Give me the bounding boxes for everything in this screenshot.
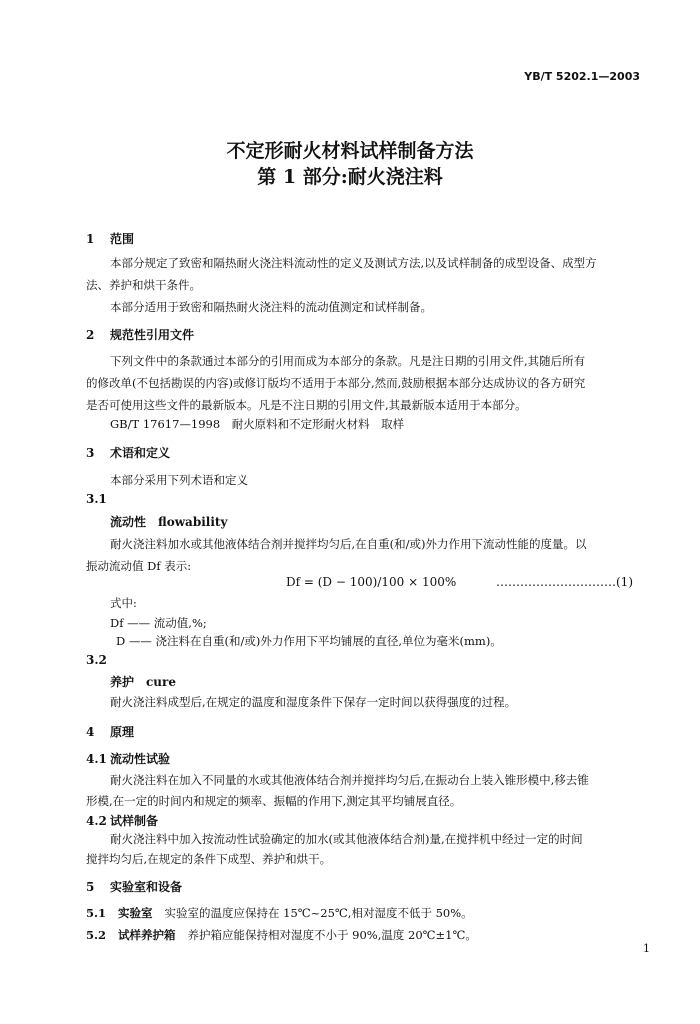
paragraph: 养护箱应能保持相对湿度不小于 90%,温度 20℃±1℃。 xyxy=(187,928,477,942)
section-2-heading xyxy=(86,326,194,343)
paragraph: 耐火浇注料成型后,在规定的温度和湿度条件下保存一定时间以获得强度的过程。 xyxy=(110,695,517,709)
paragraph: 本部分规定了致密和隔热耐火浇注料流动性的定义及测试方法,以及试样制备的成型设备、成型方 xyxy=(110,256,597,270)
section-title: 流动性试验 xyxy=(110,752,171,766)
standard-number: YB/T 5202.1—2003 xyxy=(524,70,640,83)
section-title: 范围 xyxy=(110,232,135,246)
section-title: 实验室和设备 xyxy=(110,880,183,894)
section-number: 3 xyxy=(86,446,95,460)
page-number: 1 xyxy=(643,942,650,955)
document-title: 不定形耐火材料试样制备方法 xyxy=(226,140,474,162)
term-title: 流动性 flowability xyxy=(110,515,228,529)
subsection-5-2 xyxy=(86,924,477,946)
section-number: 2 xyxy=(86,328,95,342)
subsection-4-2-heading xyxy=(86,812,158,829)
section-number: 4 xyxy=(86,725,95,739)
clause-number: 3.1 xyxy=(86,492,107,506)
section-4-heading xyxy=(86,723,134,740)
variable-definition: D —— 浇注料在自重(和/或)外力作用下平均铺展的直径,单位为毫米(mm)。 xyxy=(116,634,502,648)
paragraph: 搅拌均匀后,在规定的条件下成型、养护和烘干。 xyxy=(86,852,332,866)
section-1-heading xyxy=(86,230,134,247)
paragraph: 本部分适用于致密和隔热耐火浇注料的流动值测定和试样制备。 xyxy=(110,300,432,314)
section-title: 实验室 xyxy=(118,906,153,920)
term-title: 养护 cure xyxy=(110,675,176,689)
section-number: 4.2 xyxy=(86,814,107,828)
section-title: 试样制备 xyxy=(110,814,159,828)
paragraph: 耐火浇注料加水或其他液体结合剂并搅拌均匀后,在自重(和/或)外力作用下流动性能的度量。以 xyxy=(110,537,587,551)
subsection-5-1 xyxy=(86,902,473,924)
paragraph: 是否可使用这些文件的最新版本。凡是不注日期的引用文件,其最新版本适用于本部分。 xyxy=(86,398,527,412)
section-number: 5.2 xyxy=(86,928,107,942)
section-3-heading xyxy=(86,444,170,461)
paragraph: 的修改单(不包括勘误的内容)或修订版均不适用于本部分,然而,鼓励根据本部分达成协议的各方研究 xyxy=(86,376,586,390)
subsection-4-1-heading xyxy=(86,750,170,767)
section-number: 1 xyxy=(86,232,95,246)
paragraph: 本部分采用下列术语和定义 xyxy=(110,473,248,487)
paragraph: 形模,在一定的时间内和规定的频率、振幅的作用下,测定其平均铺展直径。 xyxy=(86,794,462,808)
formula: Df = (D − 100)/100 × 100% xyxy=(286,575,457,589)
section-number: 5 xyxy=(86,880,95,894)
paragraph: 下列文件中的条款通过本部分的引用而成为本部分的条款。凡是注日期的引用文件,其随后所有 xyxy=(110,354,586,368)
document-subtitle: 第 1 部分:耐火浇注料 xyxy=(257,166,443,188)
paragraph: 耐火浇注料在加入不同量的水或其他液体结合剂并搅拌均匀后,在振动台上装入锥形模中,移去锥 xyxy=(110,773,589,787)
equation-number: …………………………(1) xyxy=(496,575,633,589)
paragraph: 法、养护和烘干条件。 xyxy=(86,278,201,292)
section-title: 原理 xyxy=(110,725,135,739)
paragraph: 式中: xyxy=(110,596,137,610)
paragraph: 振动流动值 Df 表示: xyxy=(86,559,192,573)
section-title: 试样养护箱 xyxy=(118,928,176,942)
paragraph: 耐火浇注料中加入按流动性试验确定的加水(或其他液体结合剂)量,在搅拌机中经过一定的时间 xyxy=(110,832,583,846)
section-number: 5.1 xyxy=(86,906,107,920)
section-number: 4.1 xyxy=(86,752,107,766)
section-5-heading xyxy=(86,878,182,895)
section-title: 术语和定义 xyxy=(110,446,171,460)
normative-reference: GB/T 17617—1998 耐火原料和不定形耐火材料 取样 xyxy=(110,417,405,431)
paragraph: 实验室的温度应保持在 15℃~25℃,相对湿度不低于 50%。 xyxy=(164,906,473,920)
clause-number: 3.2 xyxy=(86,653,107,667)
section-title: 规范性引用文件 xyxy=(110,328,195,342)
variable-definition: Df —— 流动值,%; xyxy=(110,616,207,630)
